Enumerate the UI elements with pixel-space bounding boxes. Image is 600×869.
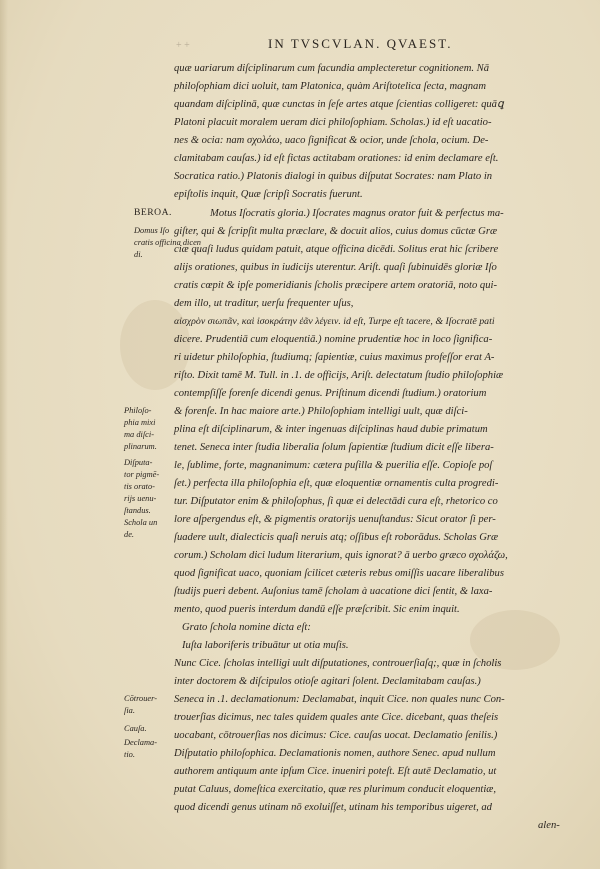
margin-note: ſtandus. — [124, 506, 151, 515]
margin-note: ma diſci- — [124, 430, 155, 439]
text-line: αἰσχρὸν σιωπᾶν, καὶ ἰσοκράτην ἐᾶν λέγειν. id eſt, Turpe eſt tacere, & Iſocratē pati — [174, 316, 495, 327]
text-line: dicere. Prudentiā cum eloquentiā.) nomine prudentiæ hoc in loco ſignifica- — [174, 334, 493, 345]
text-line: quod dicendi genus utinam nō exoluiſſet, utinam his temporibus uigeret, ad — [174, 802, 492, 813]
margin-note: de. — [124, 530, 134, 539]
margin-note: di. — [134, 250, 143, 259]
text-line: Socratica ratio.) Platonis dialogi in quibus diſputat Socrates: nam Plato in — [174, 171, 493, 182]
text-line: alijs orationes, quibus in iudicijs uterentur. Ariſt. quaſi ſubinuidēs gloriæ Iſo — [174, 262, 497, 273]
text-line: nes & ocia: nam σχολάω, uaco ſignificat & ocior, unde ſchola, ocium. De- — [174, 135, 489, 146]
text-line: quod ſignificat uaco, quoniam ſcilicet cæteris rebus omiſſis uacare liberalibus — [174, 568, 504, 579]
text-line: tur. Diſputator enim & philoſophus, ſi quæ ei delectādi cura eſt, rhetorico co — [174, 496, 498, 507]
text-line: tenet. Seneca inter ſtudia liberalia ſolum ſapientiæ ſtudium dicit eſſe libera- — [174, 442, 494, 453]
margin-note: plinarum. — [124, 442, 157, 451]
text-line: clamitabam cauſas.) id eſt fictas actitabam orationes: id enim declamare eſt. — [174, 153, 499, 164]
text-line: ſet.) perfecta illa philoſophia eſt, quæ eloquentiæ ornamentis culta progredi- — [174, 478, 499, 489]
margin-note: Domus Iſo — [134, 226, 170, 235]
text-line: le, ſublime, forte, magnanimum: cætera puſilla & puerilia eſſe. Copioſe poſ — [174, 460, 493, 471]
margin-note: tio. — [124, 750, 135, 759]
text-line: quæ uariarum diſciplinarum cum facundia amplecteretur cognitionem. Nā — [174, 63, 490, 74]
margin-note: Cōtrouer- — [124, 694, 158, 703]
margin-note: cratis officina dicen — [134, 238, 201, 247]
margin-note: Declama- — [124, 738, 158, 747]
margin-note: tis orato- — [124, 482, 155, 491]
text-line: ſuadere uult, dialecticis quaſi neruis atq; oſſibus eſt roborādus. Scholas Græ — [174, 532, 499, 543]
text-line: Diſputatio philoſophica. Declamationis nomen, authore Senec. apud nullum — [174, 748, 496, 759]
text-line: lore aſpergendus eſt, & pigmentis oratorijs uenuſtandus: Sicut orator ſi per- — [174, 514, 496, 525]
margin-note: rijs uenu- — [124, 494, 157, 503]
text-line: & forenſe. In hac maiore arte.) Philoſophiam intelligi uult, quæ diſci- — [174, 406, 468, 417]
margin-note: phia mixi — [124, 418, 156, 427]
text-line: ſtudijs pueri debent. Auſonius tamē ſcholam à uacatione dici ſentit, & laxa- — [174, 586, 493, 597]
margin-note: ſia. — [124, 706, 135, 715]
verse-line: Grato ſchola nomine dicta eſt: — [182, 622, 311, 633]
text-line: contempſiſſe forenſe dicendi genus. Priſtinum dicendi ſtudium.) oratorium — [174, 388, 487, 399]
text-line: Motus Iſocratis gloria.) Iſocrates magnus orator fuit & perfectus ma- — [210, 208, 504, 219]
verse-line: Iuſta laboriferis tribuātur ut otia muſis. — [182, 640, 349, 651]
text-line: Seneca in .1. declamationum: Declamabat, inquit Cice. non quales nunc Con- — [174, 694, 505, 705]
margin-note: Schola un — [124, 518, 158, 527]
text-line: giſter, qui & ſcripſit multa præclare, & docuit alios, cuius domus cūctæ Græ — [174, 226, 498, 237]
text-line: inter doctorem & diſcipulos otioſe agitari ſolent. Declamitabam cauſas.) — [174, 676, 481, 687]
text-line: uocabant, cōtrouerſias nos dicimus: Cice. cauſas uocat. Declamatio ſenilis.) — [174, 730, 498, 741]
text-line: Nunc Cice. ſcholas intelligi uult diſputationes, controuerſiaſq;, quæ in ſcholis — [174, 658, 502, 669]
running-head: IN TVSCVLAN. QVAEST. — [268, 36, 453, 51]
text-line: corum.) Scholam dici ludum literarium, quis ignorat? ā uerbo græco σχολάζω, — [174, 550, 508, 561]
text-line: putat Caluus, domeſtica exercitatio, quæ res plurimum conducit eloquentiæ, — [174, 784, 496, 795]
text-line: epiſtolis inquit, Quæ ſcripſi Socratis fuerunt. — [174, 189, 363, 200]
text-line: ri uidetur philoſophia, ſtudiumq; ſapientiæ, cuius maximus profeſſor erat A- — [174, 352, 495, 363]
margin-note: BEROA. — [134, 207, 172, 218]
margin-note: Philoſo- — [124, 406, 152, 415]
catchword: alen- — [538, 820, 560, 831]
text-line: riſto. Dixit tamē M. Tull. in .1. de officijs, Ariſt. delectatum ſtudio philoſophiæ — [174, 370, 504, 381]
folio-mark: + + — [176, 40, 190, 51]
text-line: mento, quod pueris interdum dandū eſſe præſcribit. Sic enim inquit. — [174, 604, 460, 615]
text-line: plina eſt diſciplinarum, & inter ingenuas diſciplinas haud dubie primatum — [174, 424, 488, 435]
text-line: philoſophiam dici uoluit, tam Platonica, quàm Ariſtotelica ſecta, magnam — [174, 81, 486, 92]
text-line: dem illo, ut traditur, uerſu frequenter uſus, — [174, 298, 354, 309]
text-line: trouerſias dicimus, nec tales quidem quales ante Cice. dicebant, quas theſeis — [174, 712, 499, 723]
text-line: Platoni placuit moralem ueram dici philoſophiam. Scholas.) id eſt uacatio- — [174, 117, 492, 128]
text-line: ciæ quaſi ludus quidam patuit, atque officina dicēdi. Solitus erat hic ſcribere — [174, 244, 499, 255]
margin-note: Diſputa- — [124, 458, 153, 467]
text-line: quandam diſciplinā, quæ cunctas in ſeſe artes atque ſcientias colligeret: quāꝗ — [174, 99, 504, 110]
text-line: authorem antiquum ante ipſum Cice. inueniri poteſt. Eſt autē Declamatio, ut — [174, 766, 497, 777]
text-line: cratis cœpit & ipſe pomeridianis ſcholis præcipere artem oratoriā, noto qui- — [174, 280, 497, 291]
margin-note: Cauſa. — [124, 724, 147, 733]
page-edge-shadow — [0, 0, 8, 869]
margin-note: tor pigmē- — [124, 470, 160, 479]
